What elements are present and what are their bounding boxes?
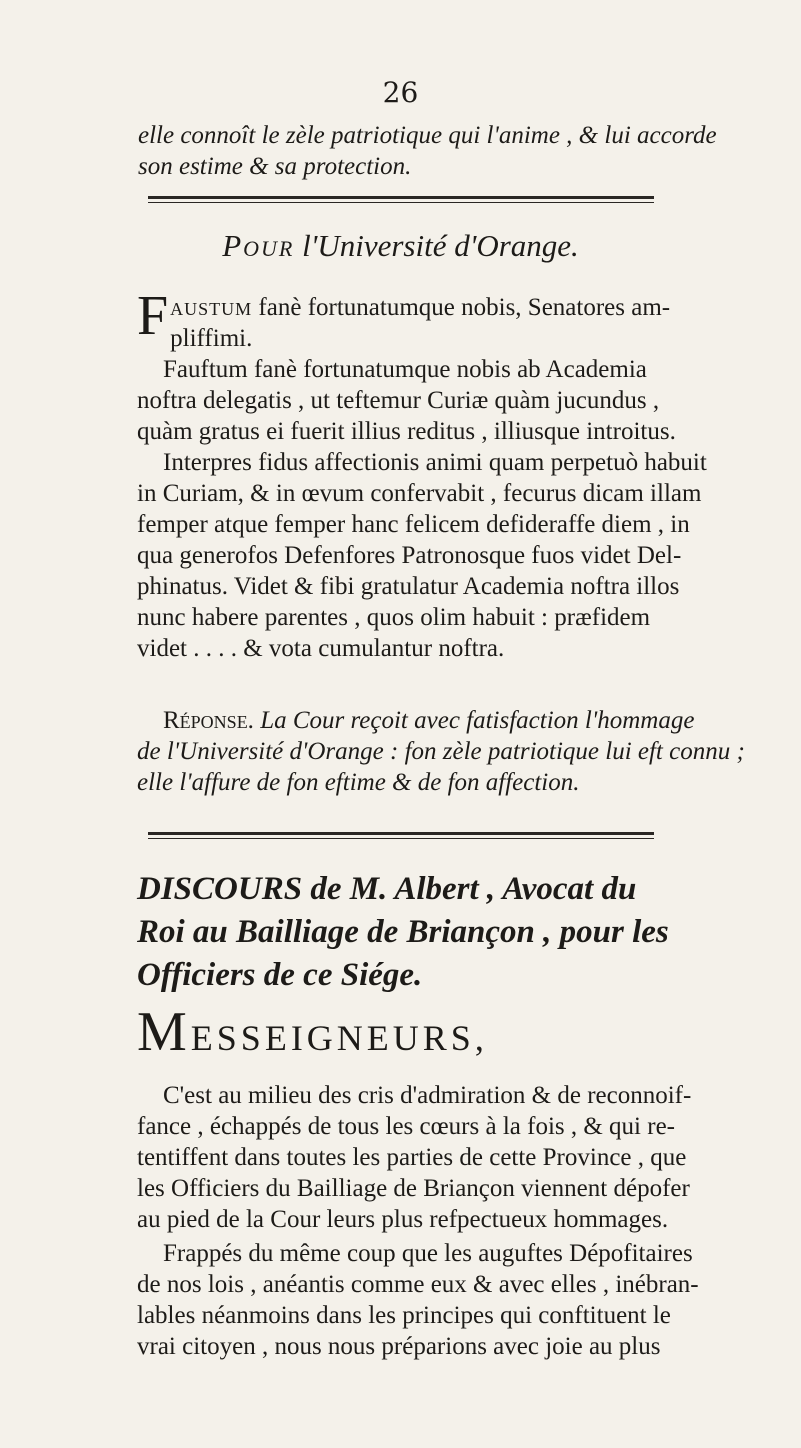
latin-para2-line3: quàm gratus ei fuerit illius reditus , illiusque introitus. — [137, 418, 676, 445]
latin-para3-line6: nunc habere parentes , quos olim habuit : præfidem — [137, 604, 651, 631]
french-para1-line3: tentiffent dans toutes les parties de cette Province , que — [137, 1144, 687, 1171]
french-para2-line3: lables néanmoins dans les principes qui conftituent le — [137, 1302, 671, 1329]
french-para2-line2: de nos lois , anéantis comme eux & avec elles , inébran- — [137, 1271, 699, 1298]
french-para1-line5: au pied de la Cour leurs plus refpectueux hommages. — [137, 1206, 669, 1233]
latin-paragraph-1 — [137, 285, 685, 354]
latin-para3-line2: in Curiam, & in œvum confervabit , fecurus dicam illam — [137, 480, 702, 507]
latin-para3-line5: phinatus. Videt & fibi gratulatur Academia noftra illos — [137, 573, 680, 600]
latin-para3-line7: videt . . . . & vota cumulantur noftra. — [137, 635, 505, 662]
discours-title-line3: Officiers de ce Siége. — [137, 957, 423, 993]
separator-rule-1 — [148, 196, 654, 203]
latin-para3-line1: Interpres fidus affectionis animi quam perpetuò habuit — [163, 449, 707, 476]
intro-text — [138, 120, 717, 182]
latin-paragraph-3 — [137, 447, 707, 664]
intro-line-1: elle connoît le zèle patriotique qui l'anime , & lui accorde — [138, 122, 717, 149]
french-paragraph-1 — [137, 1080, 692, 1235]
discours-title — [137, 868, 697, 997]
latin-para2-line2: noftra delegatis , ut teftemur Curiæ quàm jucundus , — [137, 387, 660, 414]
reponse-line1: La Cour reçoit avec fatisfaction l'hommage — [260, 707, 695, 734]
reponse-paragraph — [137, 705, 745, 798]
french-paragraph-2 — [137, 1238, 699, 1362]
salutation — [137, 1000, 488, 1064]
french-para1-line4: les Officiers du Bailliage de Briançon viennent dépofer — [137, 1175, 690, 1202]
drop-cap: F — [137, 285, 169, 347]
french-para2-line4: vrai citoyen , nous nous préparions avec joie au plus — [137, 1333, 661, 1360]
salutation-rest: ESSEIGNEURS, — [190, 1018, 488, 1058]
reponse-line3: elle l'affure de fon eftime & de fon affection. — [137, 769, 580, 796]
french-para1-line2: fance , échappés de tous les cœurs à la fois , & qui re- — [137, 1113, 676, 1140]
heading-prefix: Pour — [222, 228, 295, 263]
french-para1-line1: C'est au milieu des cris d'admiration & de reconnoif- — [163, 1082, 692, 1109]
section-heading-orange — [0, 228, 801, 264]
discours-title-line1: DISCOURS de M. Albert , Avocat du — [137, 871, 637, 907]
first-word: austum — [170, 294, 253, 321]
intro-line-2: son estime & sa protection. — [138, 153, 412, 180]
latin-paragraph-2 — [137, 354, 685, 447]
reponse-line2: de l'Université d'Orange : fon zèle patriotique lui eft connu ; — [137, 738, 745, 765]
latin-para1-line2: pliffimi. — [170, 325, 253, 352]
page-number: 26 — [382, 76, 419, 109]
latin-para1-line1: fanè fortunatumque nobis, Senatores am- — [258, 294, 671, 321]
latin-para3-line3: femper atque femper hanc felicem defideraffe diem , in — [137, 511, 690, 538]
heading-rest: l'Université d'Orange. — [302, 228, 579, 263]
separator-rule-2 — [148, 832, 654, 839]
salutation-cap: M — [137, 1001, 191, 1063]
reponse-label: Réponse. — [163, 707, 254, 734]
french-para2-line1: Frappés du même coup que les auguftes Dépofitaires — [163, 1240, 693, 1267]
latin-para3-line4: qua generofos Defenfores Patronosque fuos videt Del- — [137, 542, 682, 569]
discours-title-line2: Roi au Bailliage de Briançon , pour les — [137, 914, 669, 950]
latin-para2-line1: Fauftum fanè fortunatumque nobis ab Academia — [163, 356, 647, 383]
